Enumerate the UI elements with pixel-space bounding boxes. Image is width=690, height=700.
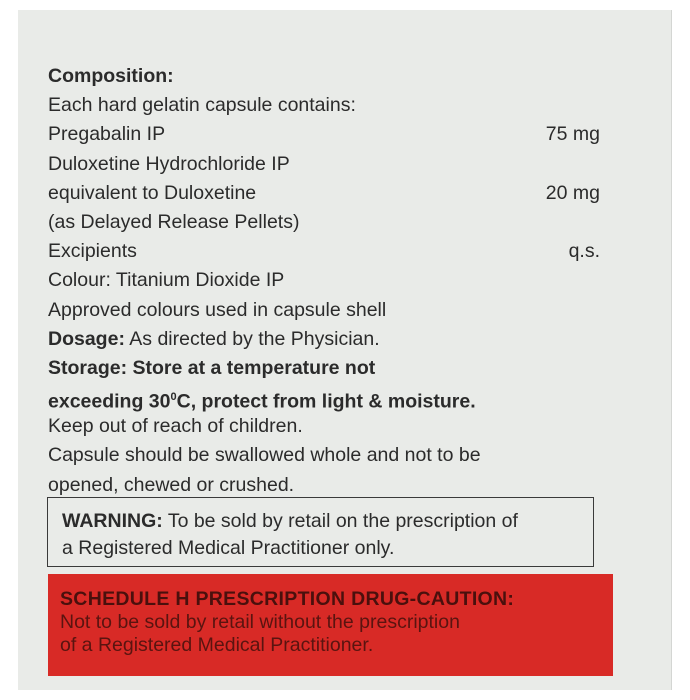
ingredient-name: (as Delayed Release Pellets) [48, 210, 300, 233]
storage-text-2-pre: exceeding 30 [48, 390, 171, 413]
ingredient-amount: 20 mg [545, 181, 600, 204]
keep-out-line [48, 412, 600, 441]
ingredient-name: Excipients [48, 240, 137, 263]
approved-colours-text: Approved colours used in capsule shell [48, 298, 387, 321]
composition-intro-line [48, 91, 600, 120]
schedule-h-title: SCHEDULE H PRESCRIPTION DRUG-CAUTION: [60, 588, 515, 610]
warning-box [47, 497, 594, 567]
storage-line-2 [48, 383, 600, 412]
ingredient-amount: q.s. [568, 240, 600, 263]
composition-heading-line [48, 62, 600, 91]
colour-text: Colour: Titanium Dioxide IP [48, 269, 285, 292]
composition-intro: Each hard gelatin capsule contains: [48, 94, 356, 117]
ingredient-name: Duloxetine Hydrochloride IP [48, 152, 290, 175]
ingredient-row [48, 150, 600, 179]
approved-colours-line [48, 296, 600, 325]
warning-text-1: To be sold by retail on the prescription of [162, 510, 518, 532]
storage-text-1: Storage: Store at a temperature not [48, 356, 376, 379]
ingredient-row [48, 237, 600, 266]
ingredient-row [48, 120, 600, 149]
ingredient-amount: 75 mg [545, 123, 600, 146]
schedule-h-text-1: Not to be sold by retail without the prescription [60, 611, 460, 633]
swallow-line-2 [48, 471, 600, 500]
ingredient-name: equivalent to Duloxetine [48, 181, 257, 204]
ingredient-name: Pregabalin IP [48, 123, 166, 146]
warning-text-2: a Registered Medical Practitioner only. [62, 537, 395, 559]
carton-panel [18, 10, 672, 690]
colour-line [48, 266, 600, 295]
swallow-text-2: opened, chewed or crushed. [48, 473, 295, 496]
warning-label: WARNING: [62, 510, 163, 532]
ingredient-row [48, 208, 600, 237]
dosage-label: Dosage: [48, 327, 125, 350]
storage-line-1 [48, 354, 600, 383]
ingredient-row [48, 179, 600, 208]
schedule-h-caution-box [48, 574, 613, 676]
keep-out-text: Keep out of reach of children. [48, 415, 303, 438]
composition-heading: Composition: [48, 65, 174, 87]
warning-line-1 [62, 508, 579, 535]
degree-superscript: 0 [170, 391, 177, 404]
swallow-line-1 [48, 441, 600, 470]
composition-text-block [48, 62, 600, 500]
schedule-h-text-2: of a Registered Medical Practitioner. [60, 634, 374, 656]
storage-text-2-post: C, protect from light & moisture. [176, 390, 476, 413]
swallow-text-1: Capsule should be swallowed whole and not to be [48, 444, 481, 467]
dosage-line [48, 325, 600, 354]
dosage-text: As directed by the Physician. [124, 327, 380, 350]
